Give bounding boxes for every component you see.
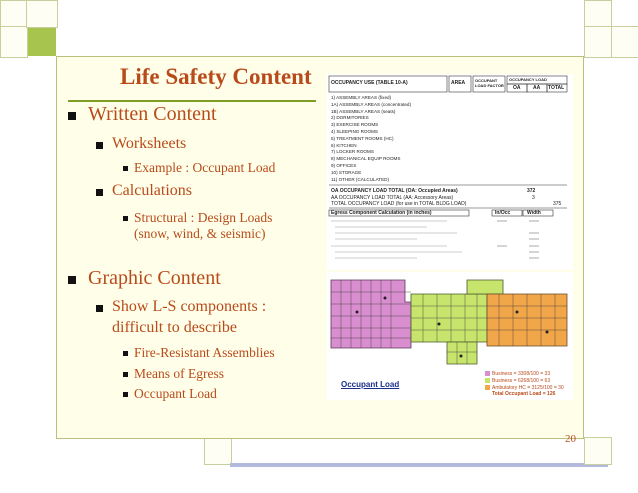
worksheet-row: 6) KITCHEN	[331, 142, 357, 148]
bullet-level-3: (snow, wind, & seismic)	[134, 226, 266, 241]
worksheet-egress-header: Egress Component Calculation (in inches)	[331, 210, 432, 216]
bullet-level-3: Fire-Resistant Assemblies	[134, 345, 275, 360]
worksheet-row: 10) STORAGE	[331, 169, 362, 175]
legend-item-label: Business = 3308/100 = 33	[492, 370, 551, 377]
worksheet-header-aa: AA	[533, 85, 541, 91]
bullet-marker-icon	[68, 112, 76, 120]
legend-swatch-pink	[485, 371, 490, 376]
worksheet-row: 1A) ASSEMBLY AREAS (concentrated)	[331, 101, 412, 107]
worksheet-row: 3) EXERCISE ROOMS	[331, 122, 379, 128]
bullet-marker-icon	[68, 276, 76, 284]
bullet-level-3: Example : Occupant Load	[134, 160, 276, 175]
legend-item	[485, 377, 571, 384]
bullet-marker-icon	[123, 166, 128, 171]
legend-total: Total Occupant Load = 126	[492, 391, 556, 397]
worksheet-row: 8) MECHANICAL EQUIP ROOMS	[331, 156, 401, 162]
worksheet-header-area: AREA	[451, 80, 466, 86]
legend-item-label: Ambulatory HC = 3125/100 = 30	[492, 384, 564, 391]
worksheet-egress-lines	[327, 218, 573, 268]
worksheet-row: 4) SLEEPING ROOMS	[331, 129, 378, 134]
worksheet-egress-col1: In/Occ	[495, 210, 511, 216]
worksheet-aa-total-value: 3	[532, 195, 535, 201]
bullet-level-3: Structural : Design Loads	[134, 210, 273, 225]
worksheet-header-use: OCCUPANCY USE (TABLE 10-A)	[331, 80, 408, 86]
legend-item	[485, 384, 571, 391]
bullet-marker-icon	[123, 351, 128, 356]
plan-label-occupant-load: Occupant Load	[341, 380, 400, 389]
worksheet-oa-total-label: OA OCCUPANCY LOAD TOTAL (OA: Occupied Areas)	[331, 188, 458, 194]
slide-title: Life Safety Content	[120, 64, 312, 89]
page-number: 20	[565, 433, 576, 445]
worksheet-aa-total-label: AA OCCUPANCY LOAD TOTAL (AA: Accessory Areas)	[331, 195, 454, 201]
bullet-level-3: Occupant Load	[134, 386, 217, 401]
legend-item	[485, 370, 571, 377]
deco-bar-bottom	[230, 463, 608, 467]
worksheet-header-total: TOTAL	[548, 85, 565, 91]
bullet-level-3: Means of Egress	[134, 366, 224, 381]
worksheet-row: 1) ASSEMBLY AREAS (fixed)	[331, 95, 392, 100]
worksheet-row: 9) OFFICES	[331, 163, 357, 168]
deco-square-top-right-1	[584, 0, 612, 28]
worksheet-total-label: TOTAL OCCUPANCY LOAD (for use in TOTAL BLDG LOAD)	[331, 201, 467, 207]
worksheet-row: 5) TREATMENT ROOMS (HC)	[331, 135, 394, 141]
bullet-marker-icon	[96, 142, 103, 149]
bullet-level-1: Written Content	[88, 103, 217, 125]
worksheet-total-value: 375	[553, 201, 562, 207]
worksheet-oa-total-value: 372	[527, 188, 536, 194]
worksheet-row: 1B) ASSEMBLY AREAS (seats)	[331, 108, 396, 114]
deco-square-top-left-outline	[0, 0, 28, 28]
legend-swatch-green	[485, 378, 490, 383]
deco-square-top-left-light	[0, 26, 28, 58]
worksheet-row: 2) DORMITORIES	[331, 115, 369, 121]
deco-square-bottom-right	[584, 437, 612, 465]
worksheet-header-oa: OA	[513, 85, 521, 91]
bullet-marker-icon	[96, 305, 103, 312]
bullet-marker-icon	[123, 216, 128, 221]
worksheet-header-occ: OCCUPANCY LOAD	[509, 77, 547, 82]
bullet-level-2: difficult to describe	[112, 319, 237, 336]
deco-square-top-left-green	[26, 26, 56, 56]
worksheet-header-factor: OCCUPANT LOAD FACTOR	[475, 78, 504, 88]
plan-legend	[485, 370, 571, 398]
title-underline	[68, 100, 316, 102]
deco-square-bottom-left	[204, 437, 232, 465]
bullet-level-2: Worksheets	[112, 135, 187, 152]
deco-square-top-left-outline2	[26, 0, 58, 28]
bullet-marker-icon	[123, 392, 128, 397]
occupant-load-worksheet	[327, 74, 573, 270]
bullet-marker-icon	[123, 372, 128, 377]
floor-plan-image	[327, 272, 573, 400]
worksheet-row: 11) OTHER (CALCULATED)	[331, 176, 390, 182]
worksheet-row: 7) LOCKER ROOMS	[331, 149, 374, 155]
deco-square-top-right-2	[610, 26, 638, 58]
legend-swatch-orange	[485, 385, 490, 390]
deco-square-top-right-3	[584, 26, 612, 58]
worksheet-egress-col2: Width	[527, 210, 541, 216]
bullet-level-1: Graphic Content	[88, 267, 221, 289]
bullet-level-2: Show L-S components :	[112, 298, 267, 315]
legend-item-label: Business = 6268/100 = 63	[492, 377, 551, 384]
bullet-level-2: Calculations	[112, 182, 192, 199]
bullet-marker-icon	[96, 189, 103, 196]
